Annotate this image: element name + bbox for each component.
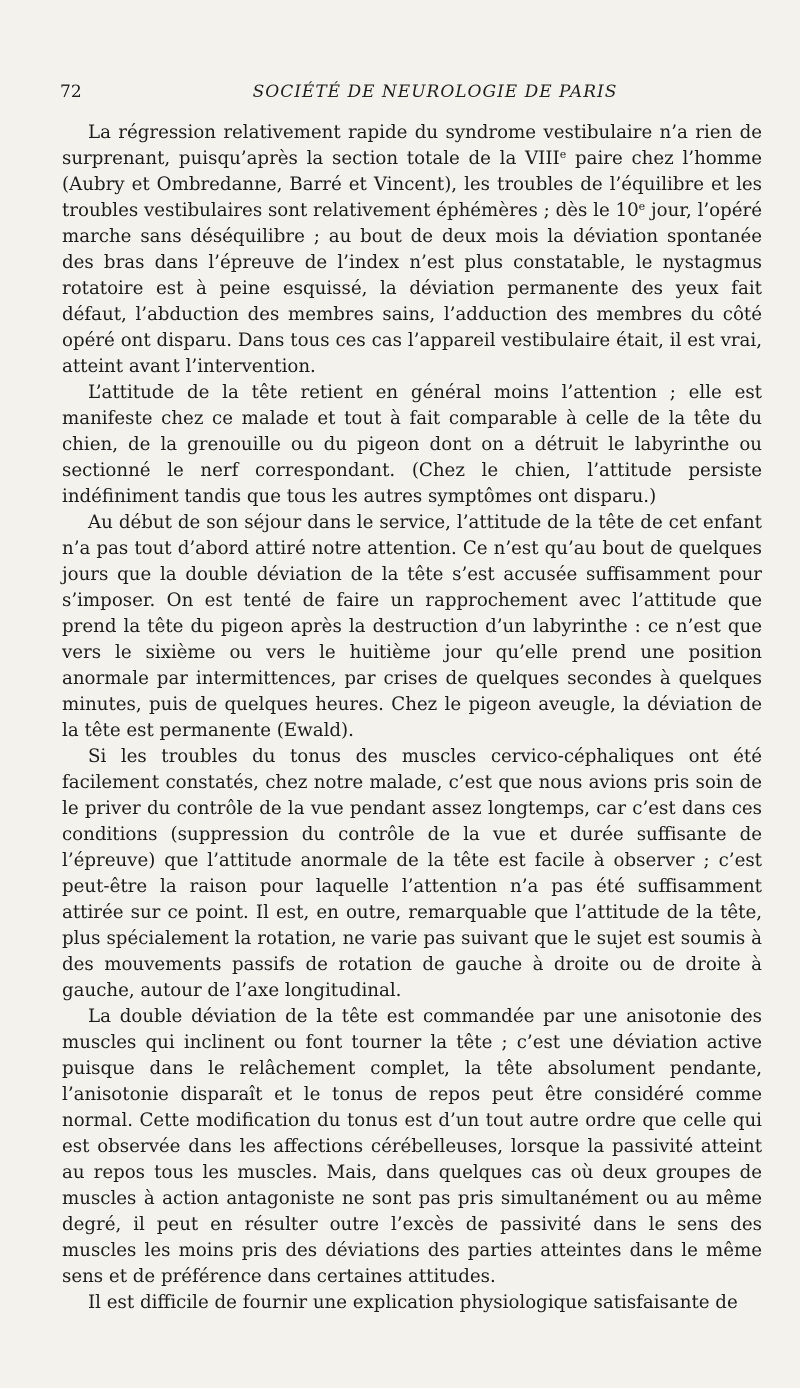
paragraph-6: Il est difficile de fournir une explication physiologique satisfaisante de xyxy=(88,1292,738,1313)
page-number: 72 xyxy=(60,82,82,102)
superscript: e xyxy=(638,200,646,213)
paragraph-2: L’attitude de la tête retient en général moins l’attention ; elle est manifeste chez ce malade et tout à fait comparable à celle de la tête du chien, de la grenouille ou du pigeon dont on a détruit le labyrinthe ou sectionné le nerf correspondant. (Chez le chien, l’attitude persiste indéfiniment tandis que tous les autres symptômes ont disparu.) xyxy=(62,382,762,507)
paragraph-1: La régression relativement rapide du syndrome vestibulaire n’a rien de surprenant, puisqu’après la section totale de la VIIIe paire chez l’homme (Aubry et Ombredanne, Barré et Vincent), les troubles de l’équilibre et les troubles vestibulaires sont relativement éphémères ; dès le 10e jour, l’opéré marche sans déséquilibre ; au bout de deux mois la déviation spontanée des bras dans l’épreuve de l’index n’est plus constatable, le nystagmus rotatoire est à peine esquissé, la déviation permanente des yeux fait défaut, l’abduction des membres sains, l’adduction des membres du côté opéré ont disparu. Dans tous ces cas l’appareil vestibulaire était, il est vrai, atteint avant l’intervention. xyxy=(62,122,762,377)
journal-title: SOCIÉTÉ DE NEUROLOGIE DE PARIS xyxy=(252,82,618,102)
running-head xyxy=(60,82,760,112)
paragraph-3: Au début de son séjour dans le service, l’attitude de la tête de cet enfant n’a pas tout d’abord attiré notre attention. Ce n’est qu’au bout de quelques jours que la double déviation de la tête s’est accusée suffisamment pour s’imposer. On est tenté de faire un rapprochement avec l’attitude que prend la tête du pigeon après la destruction d’un labyrinthe : ce n’est que vers le sixième ou vers le huitième jour qu’elle prend une position anormale par intermittences, par crises de quelques secondes à quelques minutes, puis de quelques heures. Chez le pigeon aveugle, la déviation de la tête est permanente (Ewald). xyxy=(62,512,762,741)
paragraph-4: Si les troubles du tonus des muscles cervico-céphaliques ont été facilement constatés, chez notre malade, c’est que nous avions pris soin de le priver du contrôle de la vue pendant assez longtemps, car c’est dans ces conditions (suppression du contrôle de la vue et durée suffisante de l’épreuve) que l’attitude anormale de la tête est facile à observer ; c’est peut-être la raison pour laquelle l’attention n’a pas été suffisamment attirée sur ce point. Il est, en outre, remarquable que l’attitude de la tête, plus spécialement la rotation, ne varie pas suivant que le sujet est soumis à des mouvements passifs de rotation de gauche à droite ou de droite à gauche, autour de l’axe longitudinal. xyxy=(62,746,762,1001)
body-text xyxy=(62,120,762,1316)
superscript: e xyxy=(559,148,567,161)
paragraph-5: La double déviation de la tête est commandée par une anisotonie des muscles qui inclinent ou font tourner la tête ; c’est une déviation active puisque dans le relâchement complet, la tête absolument pendante, l’anisotonie disparaît et le tonus de repos peut être considéré comme normal. Cette modification du tonus est d’un tout autre ordre que celle qui est observée dans les affections cérébelleuses, lorsque la passivité atteint au repos tous les muscles. Mais, dans quelques cas où deux groupes de muscles à action antagoniste ne sont pas pris simultanément ou au même degré, il peut en résulter outre l’excès de passivité dans le sens des muscles les moins pris des déviations des parties atteintes dans le même sens et de préférence dans certaines attitudes. xyxy=(62,1006,762,1287)
